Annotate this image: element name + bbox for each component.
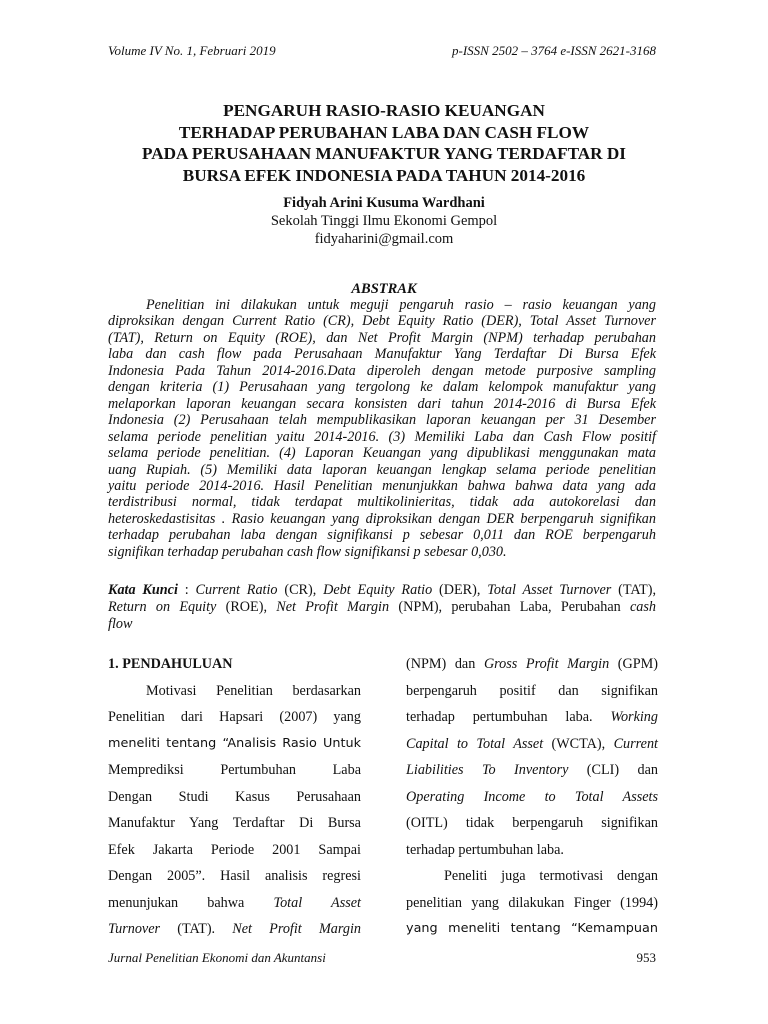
body-line [406, 651, 658, 678]
body-text: (NPM) dan [406, 656, 484, 672]
section-heading: 1. PENDAHULUAN [108, 656, 233, 672]
keyword-term: flow [108, 616, 133, 632]
body-line [406, 757, 658, 784]
body-term: Current [613, 735, 658, 752]
journal-issn: p-ISSN 2502 – 3764 e-ISSN 2621-3168 [451, 43, 656, 58]
keywords-line: Kata Kunci : Current Ratio (CR), Debt Equity Ratio (DER), Total Asset Turnover (TAT), [108, 582, 656, 598]
keyword-term: Current Ratio [195, 582, 278, 598]
keyword-text: (CR), [277, 582, 324, 598]
title-line: PENGARUH RASIO-RASIO KEUANGAN [223, 101, 545, 120]
body-line: meneliti tentang “Analisis Rasio Untuk [108, 735, 361, 751]
abstract-line: melaporkan laporan keuangan secara konsisten dari tahun 2014-2016 di Bursa Efek [108, 395, 656, 412]
abstract-line: uang Rupiah. (5) Memiliki data laporan keuangan lengkap selama periode penelitian [108, 461, 656, 478]
keyword-term: Total Asset Turnover [487, 582, 612, 598]
body-line: yang meneliti tentang “Kemampuan [406, 921, 658, 936]
abstract-line: laba dan cash flow pada Perusahaan Manufaktur Yang Terdaftar Di Bursa Efek [108, 346, 656, 363]
author-block [90, 194, 678, 248]
abstract-line: signifikan terhadap perubahan cash flow signifikansi p sebesar 0,030. [108, 543, 507, 560]
body-line: Penelitian dari Hapsari (2007) yang [108, 709, 361, 725]
abstract-line: selama periode penelitian yaitu 2014-2016. (3) Memiliki Laba dan Cash Flow positif [108, 428, 656, 445]
keywords [108, 582, 656, 633]
title-line: TERHADAP PERUBAHAN LABA DAN CASH FLOW [178, 122, 590, 142]
abstract-line: diproksikan dengan Current Ratio (CR), Debt Equity Ratio (DER), Total Asset Turnover [108, 313, 656, 330]
keywords-label: Kata Kunci [108, 582, 178, 598]
column-left [108, 651, 361, 943]
abstract-line: selama periode penelitian. (4) Laporan Keuangan yang dipublikasi menggunakan mata [108, 445, 656, 462]
journal-volume: Volume IV No. 1, Februari 2019 [108, 43, 276, 58]
body-line: Dengan 2005”. Hasil analisis regresi [108, 868, 361, 884]
keyword-text: (ROE), [216, 599, 277, 615]
body-text: menunjukan bahwa [108, 894, 245, 911]
body-term: Capital to Total Asset [406, 735, 544, 752]
title-line: BURSA EFEK INDONESIA PADA TAHUN 2014-2016 [182, 165, 586, 185]
abstract-line: dengan kriteria (1) Perusahaan yang tergolong ke dalam kelompok manufaktur yang [108, 379, 656, 396]
keywords-line [108, 616, 656, 633]
abstract-line: (TAT), Return on Equity (ROE), dan Net Profit Margin (NPM) terhadap perubahan [108, 329, 656, 346]
abstract-line: terhadap perubahan laba dengan signifikansi p sebesar 0,011 dan ROE berpengaruh [108, 527, 656, 544]
title-line: PADA PERUSAHAAN MANUFAKTUR YANG TERDAFTAR DI [142, 144, 626, 163]
abstract-line: yaitu periode 2014-2016. Hasil Penelitian menunjukkan bahwa bahwa data yang ada [108, 477, 656, 494]
body-line [108, 916, 361, 943]
body-line [406, 704, 658, 731]
body-line [108, 890, 361, 917]
footer-journal: Jurnal Penelitian Ekonomi dan Akuntansi [108, 950, 326, 965]
keyword-term: Return on Equity [108, 599, 217, 615]
abstract-line: Indonesia (2) Perusahaan telah mempublikasikan laporan keuangan per 31 Desember [108, 412, 656, 429]
author-name: Fidyah Arini Kusuma Wardhani [283, 195, 485, 211]
body-line: Memprediksi Pertumbuhan Laba [108, 762, 361, 778]
body-text: terhadap pertumbuhan laba. [406, 709, 611, 725]
body-line: (OITL) tidak berpengaruh signifikan [406, 815, 658, 831]
body-line: berpengaruh positif dan signifikan [406, 682, 658, 699]
keyword-text: (NPM), perubahan Laba, Perubahan [389, 599, 630, 615]
body-term: Liabilities To Inventory [406, 762, 569, 778]
abstract-line: heteroskedastisitas . Rasio keuangan yang diproksikan dengan DER berpengaruh signifikan [108, 510, 656, 527]
body-line: Manufaktur Yang Terdaftar Di Bursa [108, 815, 361, 831]
body-line: Efek Jakarta Periode 2001 Sampai [108, 841, 361, 858]
keyword-text: (TAT), [611, 582, 656, 598]
abstract-line: Indonesia Pada Tahun 2014-2016.Data diperoleh dengan metode purposive sampling [108, 362, 656, 379]
page-number: 953 [636, 950, 656, 965]
body-line [406, 731, 658, 758]
keywords-line [108, 599, 656, 616]
body-text: (WCTA), [543, 735, 614, 752]
keyword-term: Net Profit Margin [276, 599, 390, 615]
body-text: (CLI) dan [568, 762, 658, 778]
abstract-heading: ABSTRAK [351, 281, 417, 297]
keyword-term: cash [630, 599, 657, 615]
abstract-body [108, 297, 656, 560]
keyword-text: (DER), [432, 582, 488, 598]
keyword-term: Debt Equity Ratio [323, 582, 433, 598]
body-line: penelitian yang dilakukan Finger (1994) [406, 894, 658, 911]
author-email: fidyaharini@gmail.com [314, 231, 454, 247]
body-term: Net Profit Margin [232, 921, 361, 937]
body-line: terhadap pertumbuhan laba. [406, 841, 564, 858]
body-term: Gross Profit Margin [483, 656, 610, 672]
author-affiliation: Sekolah Tinggi Ilmu Ekonomi Gempol [270, 213, 498, 229]
body-line: Peneliti juga termotivasi dengan [444, 868, 658, 884]
column-right [406, 651, 658, 943]
abstract-line: Penelitian ini dilakukan untuk meguji pengaruh rasio – rasio keuangan yang [146, 297, 656, 313]
body-line: Operating Income to Total Assets [406, 788, 658, 805]
body-text: (GPM) [609, 656, 659, 672]
body-term: Total Asset [273, 894, 361, 911]
paper-title [90, 100, 678, 186]
body-text: (TAT). [160, 921, 233, 937]
body-term: Working [610, 709, 658, 725]
body-line: Motivasi Penelitian berdasarkan [146, 682, 361, 699]
body-term: Turnover [108, 921, 161, 937]
body-line: Dengan Studi Kasus Perusahaan [108, 788, 361, 805]
abstract-line: terdistribusi normal, tidak terdapat multikolinieritas, tidak ada autokorelasi dan [108, 494, 656, 511]
